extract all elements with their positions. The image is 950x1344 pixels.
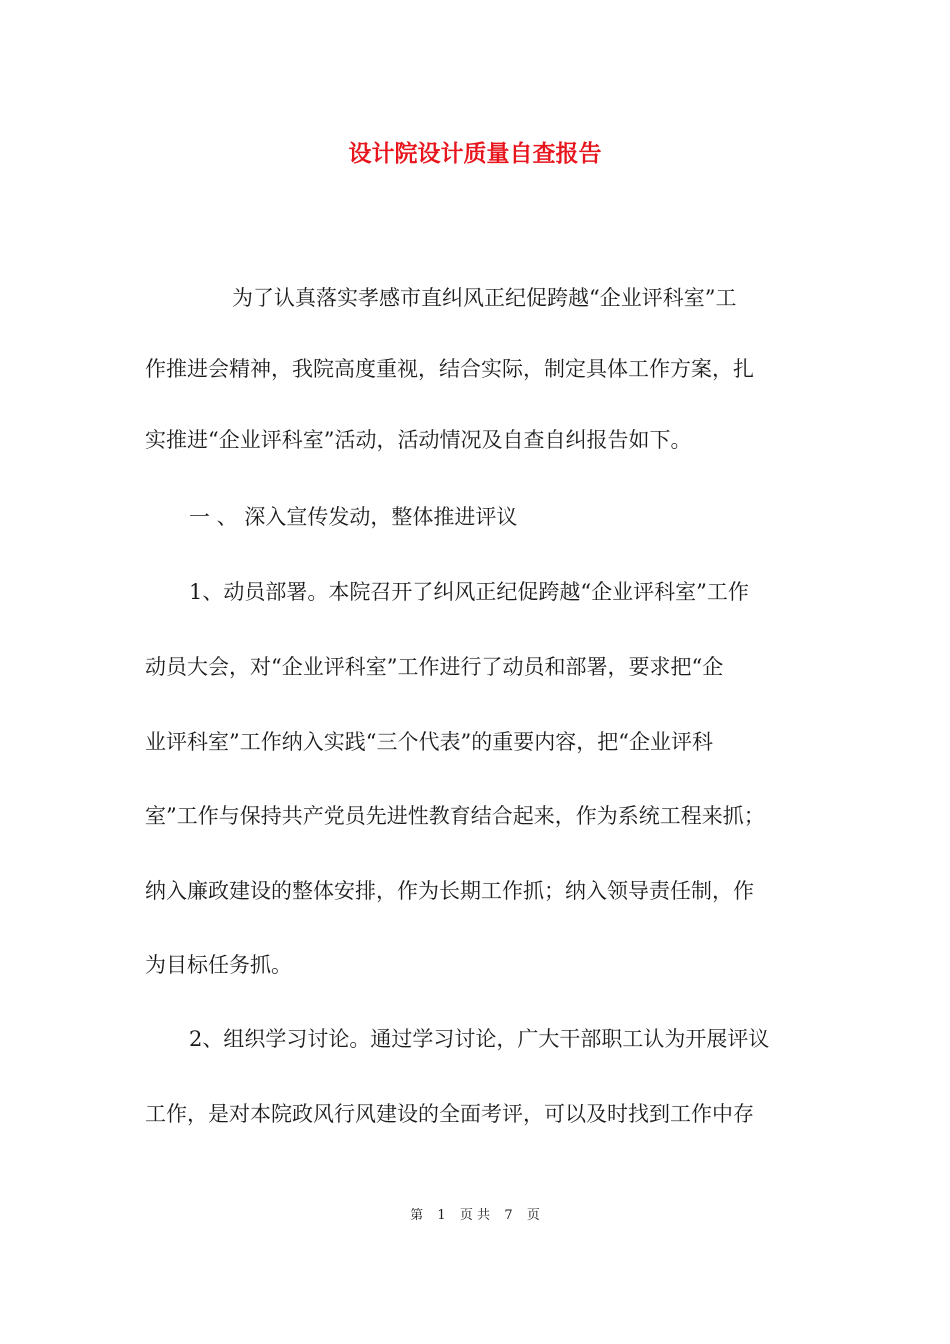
footer-suffix: 页 (526, 1208, 540, 1223)
body-line: 1、动员部署。本院召开了纠风正纪促跨越“企业评科室”工作 (189, 580, 749, 604)
footer-mid: 页 共 (459, 1208, 491, 1223)
body-line: 为了认真落实孝感市直纠风正纪促跨越“企业评科室”工 (232, 286, 737, 310)
section-heading: 一 、 深入宣传发动，整体推进评议 (189, 505, 518, 529)
footer-prefix: 第 (410, 1208, 424, 1223)
body-line: 室”工作与保持共产党员先进性教育结合起来，作为系统工程来抓； (145, 804, 765, 828)
body-line: 工作，是对本院政风行风建设的全面考评，可以及时找到工作中存 (145, 1102, 754, 1126)
body-line: 纳入廉政建设的整体安排，作为长期工作抓；纳入领导责任制，作 (145, 879, 754, 903)
page-footer (0, 1206, 950, 1226)
body-line: 动员大会，对“企业评科室”工作进行了动员和部署，要求把“企 (145, 655, 724, 679)
body-line: 实推进“企业评科室”活动，活动情况及自查自纠报告如下。 (145, 428, 692, 452)
body-line: 为目标任务抓。 (145, 953, 292, 977)
body-line: 业评科室”工作纳入实践“三个代表”的重要内容，把“企业评科 (145, 730, 713, 754)
total-pages-number: 7 (504, 1208, 513, 1223)
body-line: 2、组织学习讨论。通过学习讨论，广大干部职工认为开展评议 (189, 1027, 770, 1051)
document-title: 设计院设计质量自查报告 (348, 140, 602, 167)
current-page-number: 1 (437, 1208, 446, 1223)
body-line: 作推进会精神，我院高度重视，结合实际，制定具体工作方案，扎 (145, 357, 754, 381)
